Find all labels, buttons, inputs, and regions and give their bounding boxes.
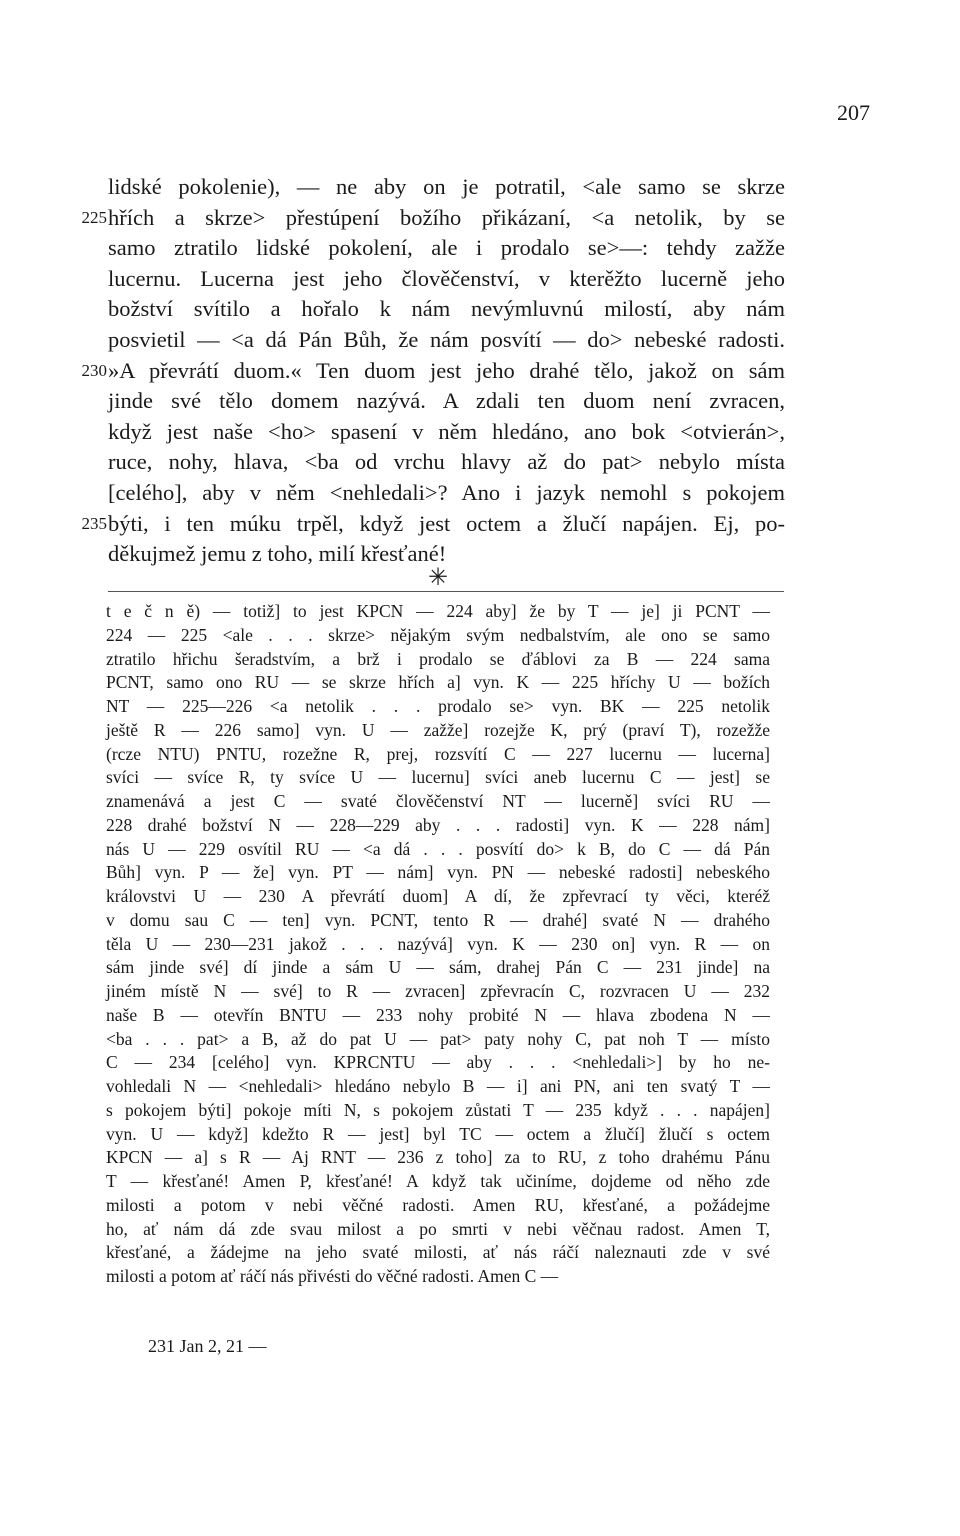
note-text: svíci — svíce R, ty svíce U — lucernu] svíci aneb lucernu C — jest] se [106,767,770,788]
note-text: v domu sau C — ten] vyn. PCNT, tento R — drahé] svaté N — drahého [106,909,770,930]
note-line [0,933,960,957]
note-line [0,814,960,838]
note-text: t e č n ě) — totiž] to jest KPCN — 224 aby] že by T — je] ji PCNT — [106,601,770,621]
note-text: jiném místě N — své] to R — zvracen] zpřevracín C, rozvracen U — 232 [106,981,770,1001]
note-line [0,956,960,980]
note-text: sám jinde své] dí jinde a sám U — sám, drahej Pán C — 231 jinde] na [106,957,770,978]
line-text: ruce, nohy, hlava, <ba od vrchu hlavy až do pat> nebylo místa [108,449,785,475]
note-text: s pokojem býti] pokoje míti N, s pokojem zůstati T — 235 když . . . napájen] [106,1099,770,1120]
note-line [0,624,960,648]
note-line [0,1170,960,1194]
line-text: [celého], aby v něm <nehledali>? Ano i jazyk nemohl s pokojem [108,479,785,505]
line-text: býti, i ten múku trpěl, když jest octem a žlučí napájen. Ej, po- [108,510,785,536]
note-line [0,1004,960,1028]
note-text: naše B — otevřín BNTU — 233 nohy probité N — hlava zbodena N — [106,1004,770,1025]
text-line [0,386,960,417]
note-text: milosti a potom v nebi věčné radosti. Amen RU, křesťané, a požádejme [106,1194,770,1215]
note-text: vyn. U — když] kdežto R — jest] byl TC — octem a žlučí] žlučí s octem [106,1123,770,1144]
text-line [0,417,960,448]
note-text: ještě R — 226 samo] vyn. U — zažže] rozejže K, prý (praví T), rozežže [106,719,770,740]
note-line [0,1028,960,1052]
note-line [0,719,960,743]
text-line [0,509,960,540]
note-line [0,743,960,767]
line-text: lidské pokolenie), — ne aby on je potratil, <ale samo se skrze [108,174,785,199]
text-line [0,356,960,387]
line-number: 225 [81,207,107,227]
note-text: těla U — 230—231 jakož . . . nazývá] vyn. K — 230 on] vyn. R — on [106,933,770,954]
note-text: královstvi U — 230 A převrátí duom] A dí, že zpřevrací ty věci, kteréž [106,886,770,906]
note-text: ho, ať nám dá zde svau milost a po smrti v nebi věčnau radost. Amen T, [106,1218,770,1239]
note-text: T — křesťané! Amen P, křesťané! A když tak učiníme, dojdeme od něho zde [106,1171,770,1191]
line-text: samo ztratilo lidské pokolení, ale i prodalo se>—: tehdy zažže [108,235,785,261]
line-text: když jest naše <ho> spasení v něm hledáno, ano bok <otvierán>, [108,418,785,444]
note-text: křesťané, a žádejme na jeho svaté milosti, ať nás ráčí naleznauti zde v své [106,1242,770,1263]
text-line [0,325,960,356]
note-line [0,1123,960,1147]
note-text: <ba . . . pat> a B, až do pat U — pat> paty nohy C, pat noh T — místo [106,1028,770,1049]
section-separator: ✳ [428,565,449,591]
note-text: vohledali N — <nehledali> hledáno nebylo B — i] ani PN, ani ten svatý T — [106,1076,770,1096]
text-line [0,264,960,295]
footnote-rule-right [336,591,784,592]
note-line [0,1241,960,1265]
note-text: NT — 225—226 <a netolik . . . prodalo se> vyn. BK — 225 netolik [106,696,770,716]
text-line [0,478,960,509]
line-text: jinde své tělo domem nazývá. A zdali ten duom není zvracen, [108,388,785,414]
note-line [0,1194,960,1218]
note-line [0,980,960,1004]
note-line [0,1218,960,1242]
note-line [0,885,960,909]
note-line [0,861,960,885]
text-line [0,294,960,325]
line-text: »A převrátí duom.« Ten duom jest jeho drahé tělo, jakož on sám [108,357,785,383]
note-line [0,695,960,719]
page-number: 207 [837,100,870,125]
note-text: KPCN — a] s R — Aj RNT — 236 z toho] za to RU, z toho drahému Pánu [106,1147,770,1168]
note-line [0,766,960,790]
note-text: ztratilo hřichu šeradstvím, a brž i prodalo se ďáblovi za B — 224 sama [106,648,770,669]
note-line [0,790,960,814]
bottom-reference: 231 Jan 2, 21 — [148,1336,267,1356]
main-text [0,172,960,570]
text-line [0,233,960,264]
line-text: hřích a skrze> přestúpení božího přikázaní, <a netolik, by se [108,204,785,230]
note-line [0,909,960,933]
line-number: 235 [81,513,107,533]
note-line [0,838,960,862]
line-text: posvietil — <a dá Pán Bůh, že nám posvítí — do> nebeské radosti. [108,326,785,352]
note-line [0,648,960,672]
note-text: (rcze NTU) PNTU, rozežne R, prej, rozsvítí C — 227 lucernu — lucerna] [106,743,770,764]
note-text: PCNT, samo ono RU — se skrze hřích a] vyn. K — 225 hříchy U — božích [106,672,770,693]
line-number: 230 [81,360,107,380]
footnote-rule-left [108,591,348,592]
note-text: milosti a potom ať ráčí nás přivésti do věčné radosti. Amen C — [106,1266,559,1286]
note-line [0,1099,960,1123]
line-text: božství svítilo a hořalo k nám nevýmluvnú milostí, aby nám [108,296,785,322]
note-text: 228 drahé božství N — 228—229 aby . . . radosti] vyn. K — 228 nám] [106,814,770,835]
note-line [0,1265,960,1289]
note-line [0,671,960,695]
note-text: 224 — 225 <ale . . . skrze> nějakým svým nedbalstvím, ale ono se samo [106,624,770,645]
text-line [0,203,960,234]
text-line [0,539,960,570]
text-line [0,447,960,478]
note-line [0,1146,960,1170]
note-line [0,1075,960,1099]
note-text: nás U — 229 osvítil RU — <a dá . . . posvítí do> k B, do C — dá Pán [106,838,770,859]
note-line [0,1051,960,1075]
text-line [0,172,960,203]
note-text: znamenává a jest C — svaté člověčenství NT — lucerně] svíci RU — [106,791,770,811]
line-text: lucernu. Lucerna jest jeho člověčenství, v kterěžto lucerně jeho [108,265,785,291]
line-text: děkujmež jemu z toho, milí křesťané! [108,541,447,567]
note-text: Bůh] vyn. P — že] vyn. PT — nám] vyn. PN — nebeské radosti] nebeského [106,862,770,883]
note-line [0,600,960,624]
note-text: C — 234 [celého] vyn. KPRCNTU — aby . . . <nehledali>] by ho ne- [106,1052,770,1073]
critical-apparatus [0,600,960,1289]
